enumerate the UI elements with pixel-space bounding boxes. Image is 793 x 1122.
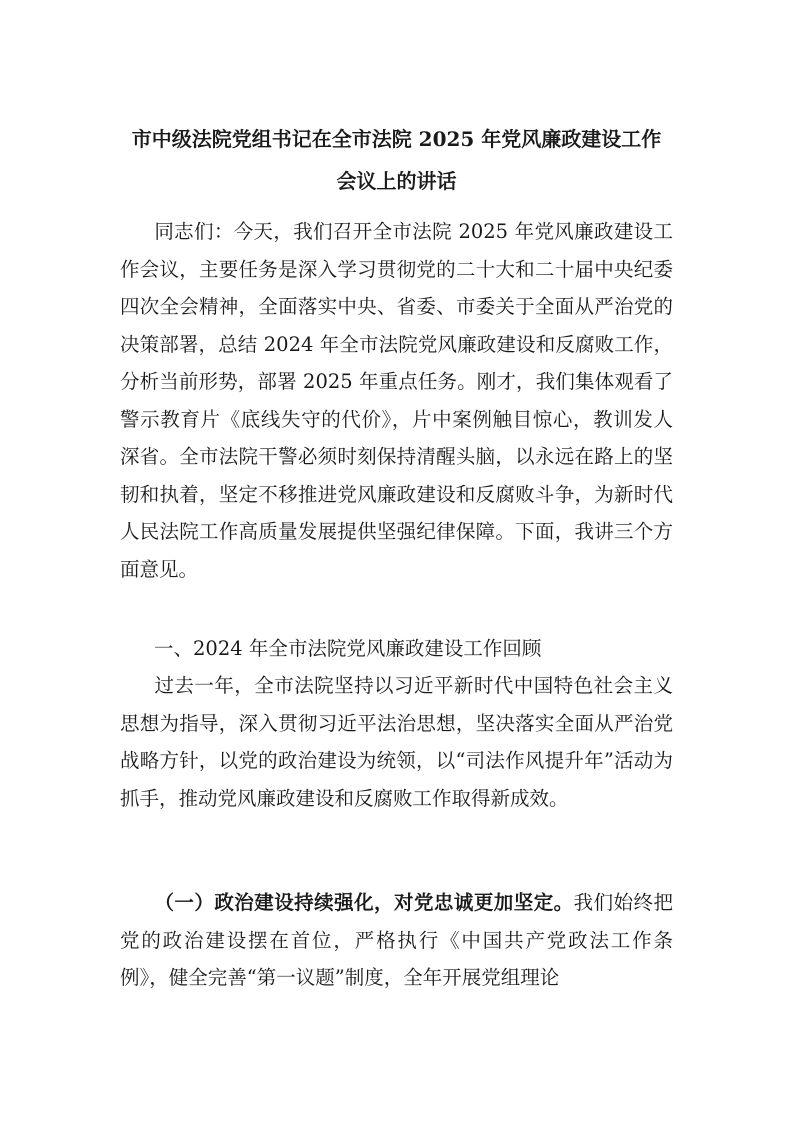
document-title-line-1: 市中级法院党组书记在全市法院 2025 年党风廉政建设工作: [131, 127, 662, 151]
paragraph-review: [120, 667, 673, 817]
section-heading-1: 一、2024 年全市法院党风廉政建设工作回顾: [154, 637, 542, 660]
document-title-line-2: 会议上的讲话: [336, 169, 457, 193]
paragraph-political-building: [120, 884, 673, 997]
paragraph-opening-text: 同志们：今天，我们召开全市法院 2025 年党风廉政建设工作会议，主要任务是深入学习贯彻党的二十大和二十届中央纪委四次全会精神，全面落实中央、省委、市委关于全面从严治党的决策部署，总结 2024 年全市法院党风廉政建设和反腐败工作，分析当前形势，部署 2025 年重点任务。刚才，我们集体观看了警示教育片《底线失守的代价》，片中案例触目惊心，教训发人深省。全市法院干警必须时刻保持清醒头脑，以永远在路上的坚韧和执着，坚定不移推进党风廉政建设和反腐败斗争，为新时代人民法院工作高质量发展提供坚强纪律保障。下面，我讲三个方面意见。: [120, 220, 673, 581]
paragraph-review-text: 过去一年，全市法院坚持以习近平新时代中国特色社会主义思想为指导，深入贯彻习近平法治思想，坚决落实全面从严治党战略方针，以党的政治建设为统领，以“司法作风提升年”活动为抓手，推动党风廉政建设和反腐败工作取得新成效。: [120, 674, 673, 810]
paragraph-opening: [120, 213, 673, 588]
paragraph-political-building-text: 我们始终把党的政治建设摆在首位，严格执行《中国共产党政法工作条例》，健全完善“第一议题”制度，全年开展党组理论: [120, 891, 673, 989]
sub-heading-1: （一）政治建设持续强化，对党忠诚更加坚定。: [154, 891, 574, 914]
